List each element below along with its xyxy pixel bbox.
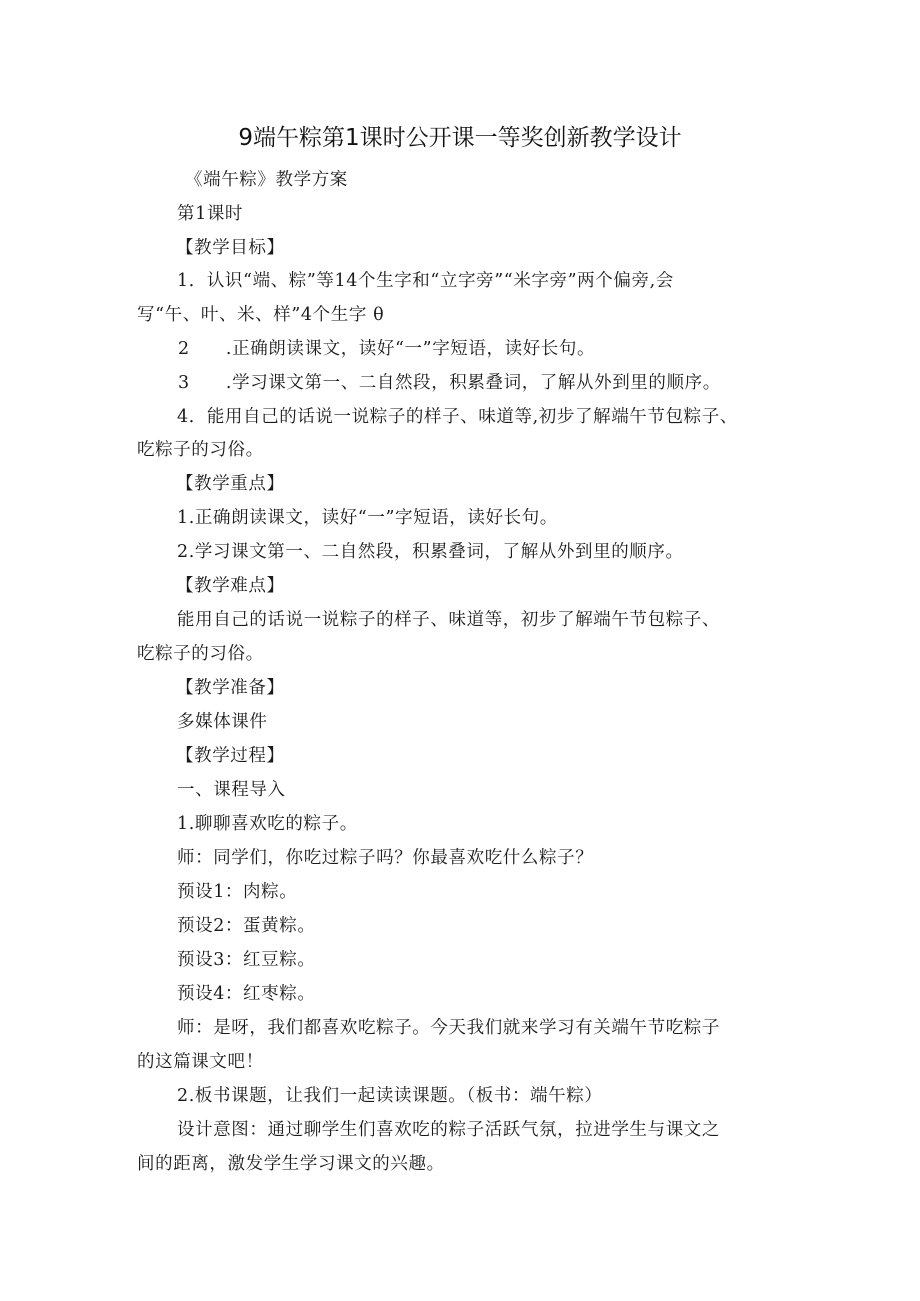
lesson-number: 第1课时 <box>177 204 244 224</box>
preset-answer-3: 预设3：红豆粽。 <box>177 950 316 970</box>
difficulty-line-1: 能用自己的话说一说粽子的样子、味道等，初步了解端午节包粽子、 <box>177 610 720 630</box>
difficulty-line-2: 吃粽子的习俗。 <box>137 644 264 664</box>
process-step-1: 1.聊聊喜欢吃的粽子。 <box>177 814 358 834</box>
section-heading-difficulties: 【教学难点】 <box>176 576 285 596</box>
preset-answer-1: 预设1：肉粽。 <box>177 882 298 902</box>
section-heading-goals: 【教学目标】 <box>176 238 285 258</box>
teacher-remark-line-1: 师：是呀，我们都喜欢吃粽子。今天我们就来学习有关端午节吃粽子 <box>177 1018 720 1038</box>
key-point-1: 1.正确朗读课文，读好“一”字短语，读好长句。 <box>177 508 558 528</box>
design-intent-line-1: 设计意图：通过聊学生们喜欢吃的粽子活跃气氛，拉进学生与课文之 <box>177 1120 720 1140</box>
section-heading-preparation: 【教学准备】 <box>176 678 285 698</box>
goal-2: 2 .正确朗读课文，读好“一”字短语，读好长句。 <box>178 339 596 359</box>
goal-1-line-2: 写“午、叶、米、样”4个生字 θ <box>137 305 385 325</box>
goal-4-line-1: 4．能用自己的话说一说粽子的样子、味道等,初步了解端午节包粽子、 <box>177 407 738 427</box>
teacher-remark-line-2: 的这篇课文吧！ <box>137 1052 264 1072</box>
goal-1-line-1: 1．认识“端、粽”等14个生字和“立字旁”“米字旁”两个偏旁,会 <box>177 271 674 291</box>
goal-3: 3 .学习课文第一、二自然段，积累叠词，了解从外到里的顺序。 <box>178 373 721 393</box>
section-heading-process: 【教学过程】 <box>176 746 285 766</box>
design-intent-line-2: 间的距离，激发学生学习课文的兴趣。 <box>137 1154 445 1174</box>
plan-heading: 《端午粽》教学方案 <box>185 170 348 190</box>
preset-answer-2: 预设2：蛋黄粽。 <box>177 916 316 936</box>
process-part-1-heading: 一、课程导入 <box>177 780 286 800</box>
teacher-question: 师：同学们，你吃过粽子吗？你最喜欢吃什么粽子？ <box>177 848 594 868</box>
preparation-item: 多媒体课件 <box>177 712 268 732</box>
section-heading-key-points: 【教学重点】 <box>176 474 285 494</box>
document-title: 9端午粽第1课时公开课一等奖创新教学设计 <box>238 125 682 151</box>
process-step-2: 2.板书课题，让我们一起读读课题。（板书：端午粽） <box>177 1086 603 1106</box>
key-point-2: 2.学习课文第一、二自然段，积累叠词，了解从外到里的顺序。 <box>177 542 684 562</box>
preset-answer-4: 预设4：红枣粽。 <box>177 984 316 1004</box>
goal-4-line-2: 吃粽子的习俗。 <box>137 440 264 460</box>
